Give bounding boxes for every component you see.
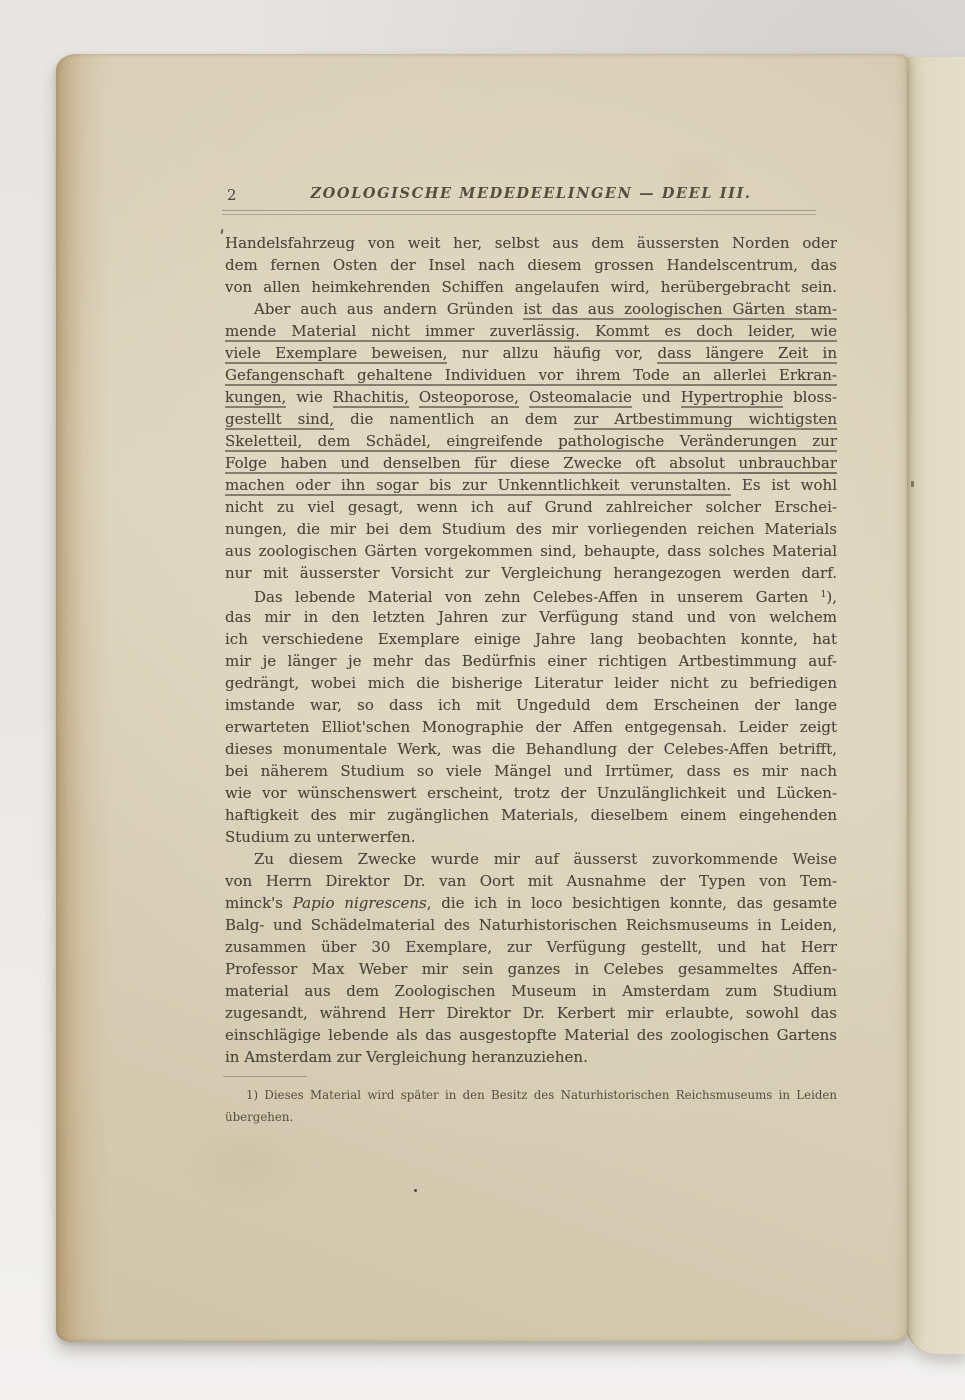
text-segment: haftigkeit des mir zugänglichen Materials, dieselbem einem eingehenden [225,806,837,824]
text-segment: in Amsterdam zur Vergleichung heranzuziehen. [225,1048,588,1066]
text-line [225,562,837,584]
text-line [225,936,837,958]
text-line [225,1024,837,1046]
pencil-underlined-text: Skeletteil, dem Schädel, eingreifende pathologische Veränderungen zur [225,432,837,450]
text-line [225,892,837,914]
text-line [225,848,837,870]
text-segment: nungen, die mir bei dem Studium des mir vorliegenden reichen Materials [225,520,837,538]
text-segment: ich verschiedene Exemplare einige Jahre lang beobachten konnte, hat [225,630,837,648]
text-segment [519,388,529,406]
pencil-underlined-text: Folge haben und denselben für diese Zwecke oft absolut [225,454,739,472]
text-line [225,628,837,650]
pencil-underlined-text: mende Material nicht immer [225,322,490,340]
footnote-line: 1) Dieses Material wird später in den Besitz des Naturhistorischen Reichsmuseums in Leiden [246,1088,837,1102]
pencil-underlined-text: Osteoporose, [418,388,519,406]
text-segment: bloss- [783,388,837,406]
text-segment: gedrängt, wobei mich die bisherige Literatur leider nicht zu befriedigen [225,674,837,692]
text-segment: einschlägige lebende als das ausgestopfte Material des zoologischen Gartens [225,1026,837,1044]
pencil-underlined-text: ist das aus zoologischen Gärten stam- [523,300,837,320]
text-line [225,1002,837,1024]
text-line [225,518,837,540]
text-segment: Zu diesem Zwecke wurde mir auf äusserst zuvorkommende Weise [254,850,837,868]
text-line [225,760,837,782]
text-segment: zusammen über 30 Exemplare, zur Verfügung gestellt, und hat Herr [225,938,837,956]
pencil-underlined-text: kungen, [225,388,287,406]
text-segment: ), [826,588,837,606]
text-segment: material aus dem Zoologischen Museum in Amsterdam zum Studium [225,982,837,1000]
text-segment: mir je länger je mehr das Bedürfnis einer richtigen Artbestimmung auf- [225,652,837,670]
text-segment: von allen heimkehrenden Schiffen angelaufen wird, herübergebracht sein. [225,278,837,296]
text-segment: Handelsfahrzeug von weit her, selbst aus dem äussersten Norden oder [225,234,837,252]
text-segment: aus zoologischen Gärten vorgekommen sind, behaupte, dass solches Material [225,542,837,560]
text-line [225,540,837,562]
text-segment: Aber auch aus andern Gründen [254,300,524,318]
text-line [225,782,837,804]
text-line [225,716,837,738]
pencil-underlined-text: viele Exemplare beweisen, [225,344,448,362]
page-number-label: 2 [227,186,237,204]
text-segment: wie [286,388,333,406]
text-line [225,958,837,980]
text-line [225,408,837,430]
pencil-underlined-text: zur Artbestimmung wichtigsten [574,410,837,430]
pencil-underlined-text: unbrauchbar [738,454,837,472]
footnote-line: übergehen. [225,1110,294,1124]
text-line [225,254,837,276]
text-line [225,738,837,760]
text-line [225,1046,837,1068]
pencil-underlined-text: Kommt es doch leider, wie [579,322,837,340]
pencil-underlined-text: Gefangenschaft gehaltene Individuen vor ihrem Tode an allerlei Erkran- [225,366,837,384]
header-double-rule [222,210,816,215]
text-line [225,672,837,694]
pencil-underlined-text: Rhachitis, [332,388,409,406]
text-segment: von Herrn Direktor Dr. van Oort mit Ausnahme der Typen von Tem- [225,872,837,890]
text-segment: , die ich in loco besichtigen konnte, das gesamte [426,894,837,912]
pencil-underlined-text: gestellt sind, [225,410,335,428]
text-segment: Es ist wohl [731,476,837,494]
text-segment: nur allzu häufig vor, [447,344,658,362]
pencil-underlined-text: machen oder ihn sogar bis zur Unkenntlichkeit verunstalten. [225,476,732,494]
text-segment: Das lebende Material von zehn Celebes-Affen in unserem Garten [254,588,821,606]
text-line [225,430,837,452]
text-line [225,452,837,474]
text-segment: wie vor wünschenswert erscheint, trotz der Unzulänglichkeit und Lücken- [225,784,837,802]
text-segment: das mir in den letzten Jahren zur Verfügung stand und von welchem [225,608,837,626]
text-line [225,914,837,936]
text-line [225,694,837,716]
text-line [225,276,837,298]
text-line [225,650,837,672]
book-page [56,54,907,1342]
footnote-text [225,1084,837,1128]
pencil-underlined-text: zuverlässig. [489,322,580,340]
text-line [225,606,837,628]
running-title: ZOOLOGISCHE MEDEDEELINGEN — DEEL III. [310,185,752,202]
text-line [225,496,837,518]
text-segment: Studium zu unterwerfen. [225,828,416,846]
text-segment: nicht zu viel gesagt, wenn ich auf Grund zahlreicher solcher Erschei- [225,498,837,516]
text-segment: Professor Max Weber mir sein ganzes in Celebes gesammeltes Affen- [225,960,837,978]
text-line [225,342,837,364]
pencil-underlined-text: dass längere Zeit in [657,344,837,364]
text-segment: minck's [225,894,293,912]
text-line [225,870,837,892]
ink-speck [911,481,914,487]
text-line [225,298,837,320]
next-page-edge [905,57,965,1354]
footnote-separator-rule [223,1076,307,1077]
text-segment: nur mit äusserster Vorsicht zur Vergleichung herangezogen werden darf. [225,564,837,582]
text-segment: zugesandt, während Herr Direktor Dr. Kerbert mir erlaubte, sowohl das [225,1004,837,1022]
text-line [225,804,837,826]
text-segment: 1 [820,590,827,600]
ink-speck [414,1189,417,1192]
text-segment: dem fernen Osten der Insel nach diesem grossen Handelscentrum, das [225,256,837,274]
text-segment: Papio nigrescens [292,894,427,912]
text-line [225,474,837,496]
text-segment: die namentlich an dem [334,410,574,428]
text-segment: erwarteten Elliot'schen Monographie der Affen entgegensah. Leider zeigt [225,718,837,736]
text-line [225,364,837,386]
text-line [225,232,837,254]
text-line [225,980,837,1002]
text-segment: Balg- und Schädelmaterial des Naturhistorischen Reichsmuseums in Leiden, [225,916,837,934]
body-text [225,232,837,1068]
text-segment [409,388,419,406]
text-line [225,584,837,606]
text-segment: und [631,388,681,406]
text-line [225,386,837,408]
text-segment: dieses monumentale Werk, was die Behandlung der Celebes-Affen betrifft, [225,740,837,758]
text-segment: bei näherem Studium so viele Mängel und Irrtümer, dass es mir nach [225,762,837,780]
text-segment: imstande war, so dass ich mit Ungeduld dem Erscheinen der lange [225,696,837,714]
text-line [225,826,837,848]
pencil-underlined-text: Osteomalacie [528,388,632,406]
pencil-underlined-text: Hypertrophie [680,388,784,406]
text-line [225,320,837,342]
